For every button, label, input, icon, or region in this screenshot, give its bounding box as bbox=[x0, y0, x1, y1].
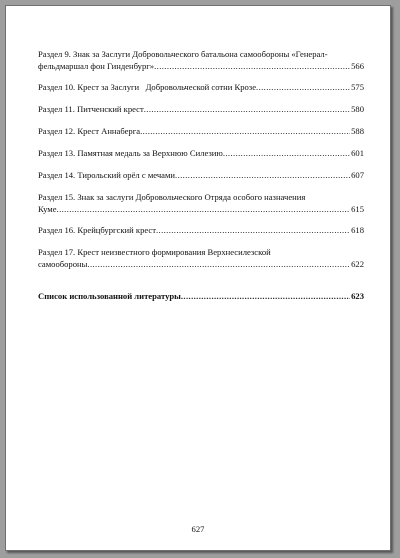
toc-entry-title: Раздел 12. Крест Аннаберга bbox=[38, 126, 141, 136]
toc-entry-page: 615 bbox=[351, 204, 364, 214]
table-of-contents bbox=[38, 48, 364, 311]
toc-entry-11 bbox=[38, 103, 364, 115]
dot-leader bbox=[256, 81, 350, 93]
dot-leader bbox=[156, 224, 350, 236]
toc-entry-page: 623 bbox=[351, 291, 364, 301]
toc-entry-lead: Раздел 9. Знак за Заслуги Добровольческого батальона самообороны «Генерал- bbox=[38, 49, 328, 59]
toc-entry-title: Раздел 13. Памятная медаль за Верхнюю Силезию bbox=[38, 148, 223, 158]
toc-entry-title: Куме bbox=[38, 204, 57, 214]
toc-entry-title: самообороны bbox=[38, 259, 88, 269]
dot-leader bbox=[181, 290, 350, 302]
toc-entry-title: Раздел 16. Крейцбургский крест bbox=[38, 225, 156, 235]
toc-entry-9 bbox=[38, 48, 364, 72]
dot-leader bbox=[223, 147, 350, 159]
toc-entry-15 bbox=[38, 191, 364, 215]
dot-leader bbox=[154, 60, 350, 72]
document-page bbox=[5, 5, 391, 551]
toc-entry-page: 580 bbox=[351, 104, 364, 114]
toc-entry-bibliography bbox=[38, 290, 364, 302]
toc-entry-17 bbox=[38, 246, 364, 270]
toc-entry-14 bbox=[38, 169, 364, 181]
toc-entry-page: 566 bbox=[351, 61, 364, 71]
dot-leader bbox=[140, 125, 350, 137]
dot-leader bbox=[175, 169, 350, 181]
toc-entry-page: 622 bbox=[351, 259, 364, 269]
dot-leader bbox=[87, 258, 350, 270]
dot-leader bbox=[144, 103, 350, 115]
toc-entry-page: 618 bbox=[351, 225, 364, 235]
toc-entry-10 bbox=[38, 81, 364, 93]
toc-entry-lead: Раздел 15. Знак за заслуги Добровольческого Отряда особого назначения bbox=[38, 192, 306, 202]
toc-entry-title: Раздел 11. Питченский крест bbox=[38, 104, 144, 114]
toc-entry-12 bbox=[38, 125, 364, 137]
toc-entry-page: 601 bbox=[351, 148, 364, 158]
toc-entry-title: Список использованной литературы bbox=[38, 291, 181, 301]
toc-entry-lead: Раздел 17. Крест неизвестного формирования Верхнесилезской bbox=[38, 247, 271, 257]
toc-entry-13 bbox=[38, 147, 364, 159]
toc-entry-page: 607 bbox=[351, 170, 364, 180]
dot-leader bbox=[57, 203, 351, 215]
toc-entry-page: 588 bbox=[351, 126, 364, 136]
toc-entry-title: фельдмаршал фон Гинденбург» bbox=[38, 61, 155, 71]
page-number: 627 bbox=[191, 524, 205, 534]
toc-entry-16 bbox=[38, 224, 364, 236]
toc-entry-title: Раздел 10. Крест за Заслуги Добровольческой сотни Крозе bbox=[38, 82, 257, 92]
toc-entry-page: 575 bbox=[351, 82, 364, 92]
toc-entry-title: Раздел 14. Тирольский орёл с мечами bbox=[38, 170, 176, 180]
